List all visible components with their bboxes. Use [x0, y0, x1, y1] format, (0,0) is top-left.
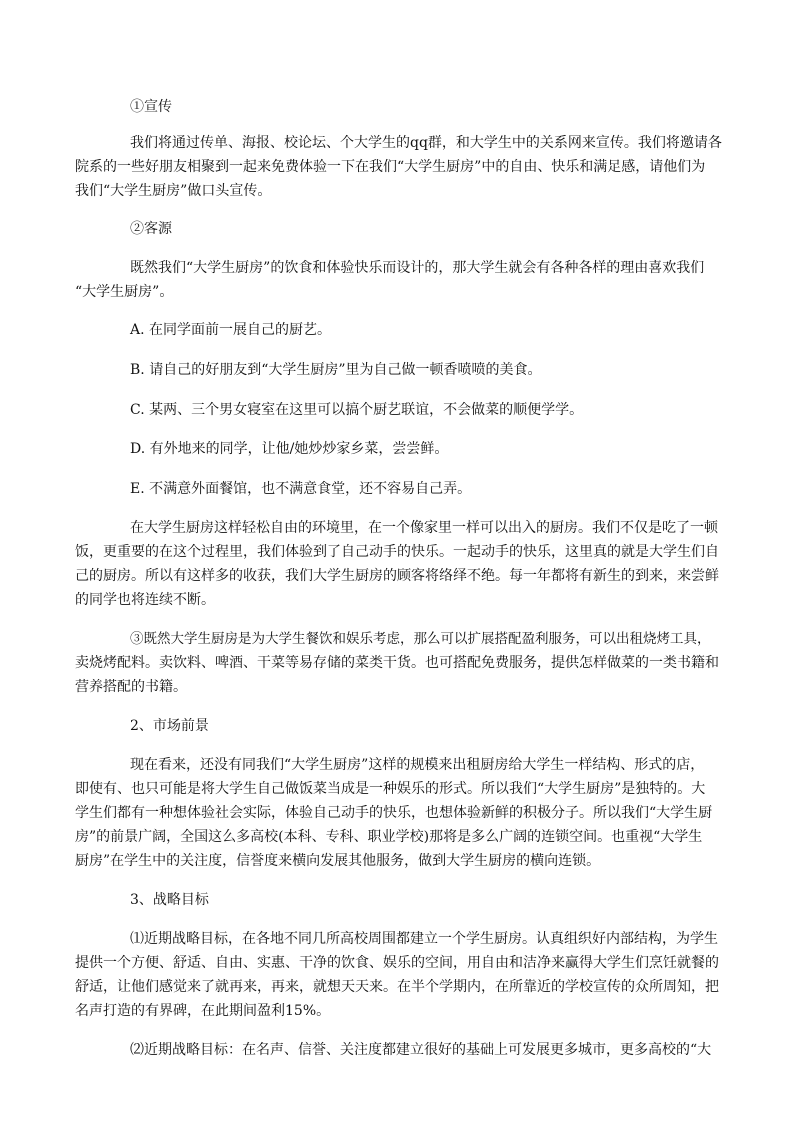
- paragraph-line: 学生们都有一种想体验社会实际，体验自己动手的快乐，也想体验新鲜的积极分子。所以我们“大学生厨: [75, 805, 713, 821]
- paragraph-line: 即使有、也只可能是将大学生自己做饭菜当成是一种娱乐的形式。所以我们“大学生厨房”是独特的。大: [75, 781, 706, 797]
- paragraph-line: “大学生厨房”。: [75, 284, 174, 300]
- list-item: B. 请自己的好朋友到“大学生厨房”里为自己做一顿香喷喷的美食。: [130, 362, 542, 378]
- paragraph-line: 卖烧烤配料。卖饮料、啤酒、干菜等易存储的菜类干货。也可搭配免费服务，提供怎样做菜的一类书籍和: [75, 655, 719, 671]
- paragraph-line: 既然我们“大学生厨房”的饮食和体验快乐而设计的，那大学生就会有各种各样的理由喜欢我们: [130, 260, 705, 276]
- section-heading: ①宣传: [130, 99, 172, 115]
- section-heading: 2、市场前景: [130, 718, 209, 734]
- list-item: D. 有外地来的同学，让他/她炒炒家乡菜，尝尝鲜。: [130, 441, 449, 457]
- paragraph-line: 厨房”在学生中的关注度，信誉度来横向发展其他服务，做到大学生厨房的横向连锁。: [75, 853, 601, 869]
- paragraph-line: 在大学生厨房这样轻松自由的环境里，在一个像家里一样可以出入的厨房。我们不仅是吃了一顿: [130, 520, 718, 536]
- list-item: C. 某两、三个男女寝室在这里可以搞个厨艺联谊，不会做菜的顺便学学。: [130, 402, 584, 418]
- paragraph-line: 名声打造的有界碑，在此期间盈利15%。: [75, 1003, 331, 1019]
- paragraph-line: 提供一个方便、舒适、自由、实惠、干净的饮食、娱乐的空间，用自由和洁净来赢得大学生们烹饪就餐的: [75, 955, 719, 971]
- paragraph-line: ⑴近期战略目标，在各地不同几所高校周围都建立一个学生厨房。认真组织好内部结构，为学生: [130, 931, 718, 947]
- paragraph-line: 我们将通过传单、海报、校论坛、个大学生的qq群，和大学生中的关系网来宣传。我们将邀请各: [130, 135, 722, 151]
- paragraph-line: 己的厨房。所以有这样多的收获，我们大学生厨房的顾客将络绎不绝。每一年都将有新生的到来，来尝鲜: [75, 568, 719, 584]
- paragraph-line: 的同学也将连续不断。: [75, 592, 215, 608]
- paragraph-line: 我们“大学生厨房”做口头宣传。: [75, 183, 272, 199]
- paragraph-line: 饭，更重要的在这个过程里，我们体验到了自己动手的快乐。一起动手的快乐，这里真的就是大学生们自: [75, 544, 719, 560]
- paragraph-line: 现在看来，还没有同我们“大学生厨房”这样的规模来出租厨房给大学生一样结构、形式的店，: [130, 757, 705, 773]
- paragraph-line: 舒适，让他们感觉来了就再来，再来，就想天天来。在半个学期内，在所靠近的学校宣传的众所周知，把: [75, 979, 719, 995]
- paragraph-line: 房”的前景广阔，全国这么多高校(本科、专科、职业学校)那将是多么广阔的连锁空间。也重视“大学生: [75, 829, 703, 845]
- list-item: A. 在同学面前一展自己的厨艺。: [130, 322, 332, 338]
- paragraph-line: 营养搭配的书籍。: [75, 679, 187, 695]
- section-heading: ②客源: [130, 221, 172, 237]
- section-heading: 3、战略目标: [130, 892, 209, 908]
- paragraph-line: ③既然大学生厨房是为大学生餐饮和娱乐考虑，那么可以扩展搭配盈利服务，可以出租烧烤工具，: [130, 631, 711, 647]
- paragraph-line: 院系的一些好朋友相聚到一起来免费体验一下在我们“大学生厨房”中的自由、快乐和满足感，请他们为: [75, 159, 706, 175]
- paragraph-line: ⑵近期战略目标：在名声、信誉、关注度都建立很好的基础上可发展更多城市，更多高校的“大: [130, 1042, 712, 1058]
- list-item: E. 不满意外面餐馆，也不满意食堂，还不容易自己弄。: [130, 481, 472, 497]
